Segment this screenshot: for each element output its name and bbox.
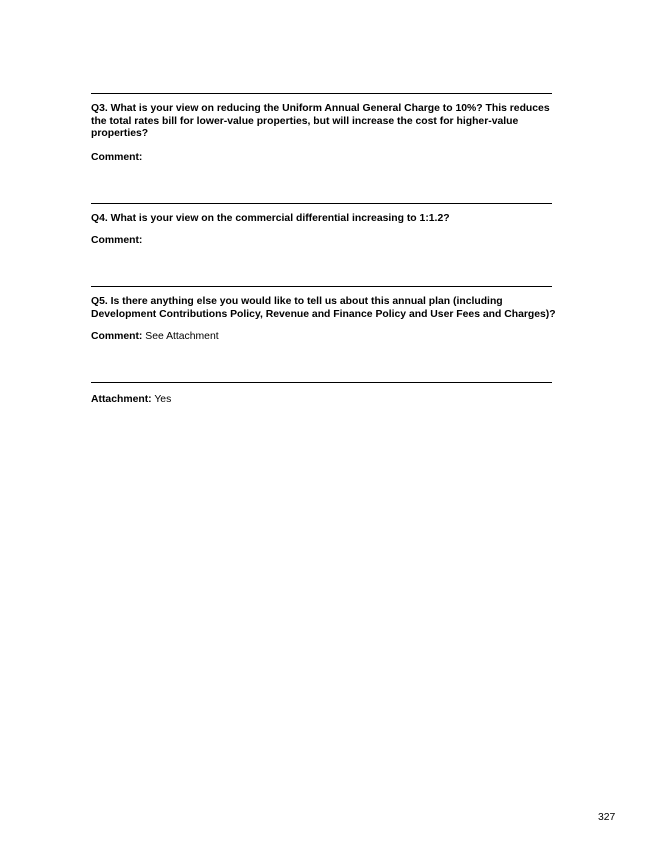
question-q4: Q4. What is your view on the commercial differential increasing to 1:1.2? [91, 213, 450, 224]
comment-q5 [91, 331, 561, 344]
attachment-value: Yes [154, 394, 172, 405]
comment-label: Comment: [91, 331, 143, 342]
attachment-line [91, 394, 561, 407]
divider [91, 382, 552, 383]
question-q3: Q3. What is your view on reducing the Uniform Annual General Charge to 10%? This reduces the total rates bill for lower-value properties, but will increase the cost for higher-value properties? [91, 103, 550, 139]
comment-label: Comment: [91, 235, 143, 246]
comment-label: Comment: [91, 152, 143, 163]
page-number: 327 [598, 812, 616, 823]
comment-q4 [91, 235, 561, 248]
divider [91, 286, 552, 287]
divider [91, 93, 552, 94]
question-q5: Q5. Is there anything else you would like to tell us about this annual plan (including Development Contributions Policy, Revenue and Finance Policy and User Fees and Charges)? [91, 296, 556, 320]
divider [91, 203, 552, 204]
comment-value: See Attachment [145, 331, 219, 342]
attachment-label: Attachment: [91, 394, 152, 405]
comment-q3 [91, 152, 561, 165]
